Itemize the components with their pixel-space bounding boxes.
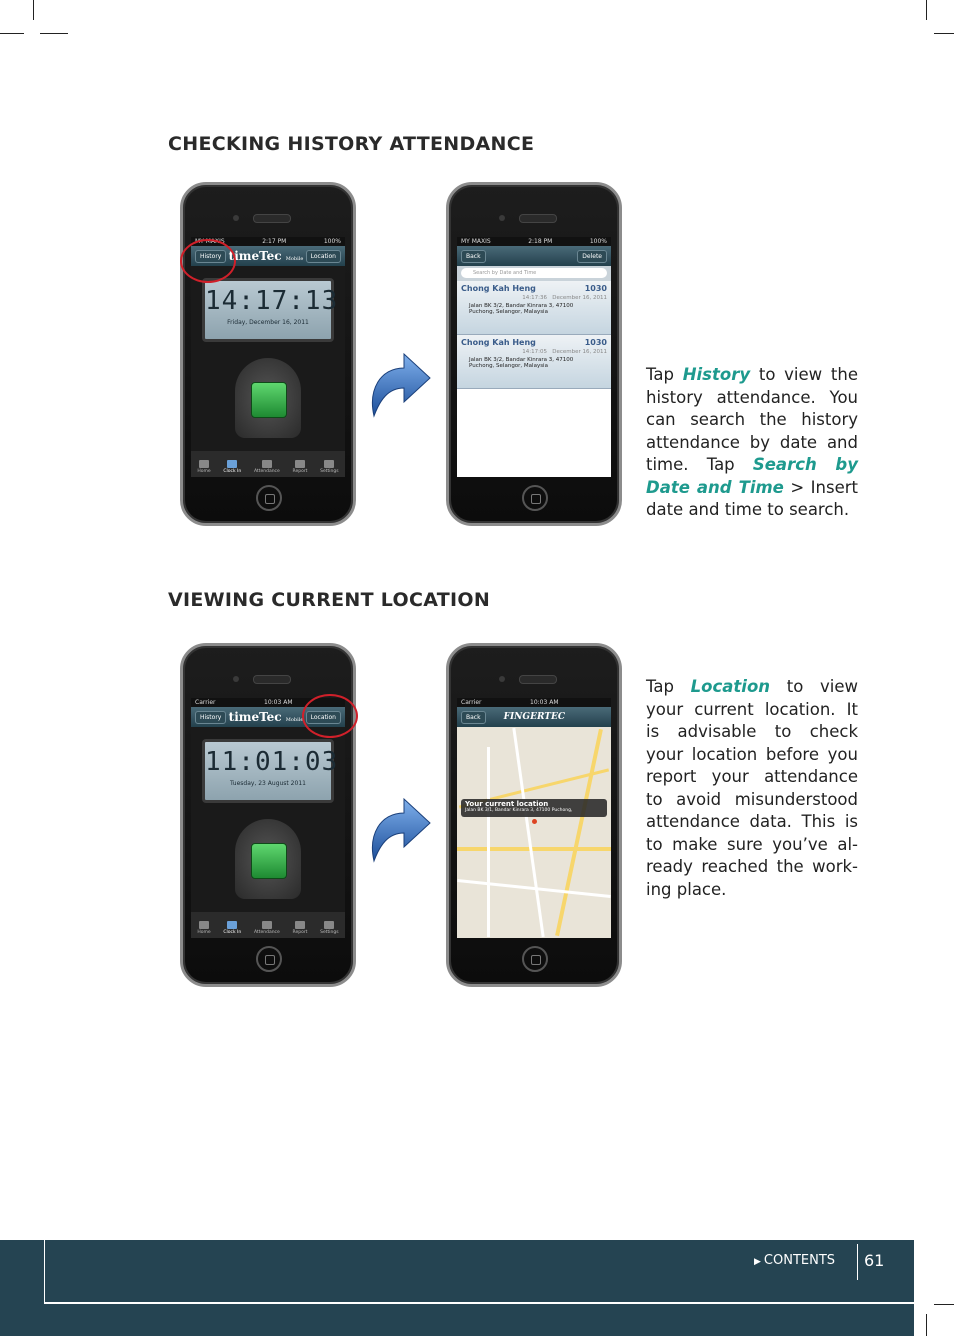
search-bar (457, 266, 611, 281)
item-address: Jalan BK 3/2, Bandar Kinrara 3, 47100 Puchong, Selangor, Malaysia (469, 303, 574, 315)
arrow-icon (368, 350, 432, 422)
lcd-time: 14:17:13 (205, 286, 339, 316)
home-button[interactable] (522, 946, 548, 972)
clock-label: 2:17 PM (262, 238, 287, 245)
tab-settings[interactable]: Settings (320, 460, 338, 474)
status-bar (457, 698, 611, 707)
battery-label: 100% (589, 238, 607, 245)
tab-home[interactable]: Home (197, 921, 210, 935)
item-date: December 16, 2011 (552, 349, 607, 355)
search-input[interactable]: Search by Date and Time (461, 268, 607, 278)
lcd-display (202, 739, 339, 803)
settings-icon (324, 921, 334, 929)
phone-screen (457, 237, 611, 477)
clock-label: 10:03 AM (264, 699, 293, 706)
phone-clock-screen (180, 182, 356, 526)
section-heading-history: CHECKING HISTORY ATTENDANCE (168, 133, 535, 155)
speaker (253, 214, 291, 223)
tab-clock-in[interactable]: Clock In (223, 460, 241, 474)
tab-bar (191, 451, 345, 477)
highlight-circle-history (180, 239, 236, 283)
map-road (487, 747, 490, 937)
section-heading-location: VIEWING CURRENT LOCATION (168, 589, 491, 611)
report-icon (295, 921, 305, 929)
battery-label: 100% (323, 238, 341, 245)
tab-attendance[interactable]: Attendance (254, 460, 280, 474)
map-road (512, 728, 544, 937)
history-item[interactable] (457, 335, 611, 389)
crop-mark (0, 33, 24, 34)
footer-divider (857, 1244, 858, 1280)
crop-mark (926, 0, 927, 20)
home-button[interactable] (256, 485, 282, 511)
carrier-label: MY MAXIS (195, 238, 225, 245)
carrier-label: Carrier (195, 699, 216, 706)
back-button[interactable]: Back (461, 711, 486, 724)
attendance-icon (262, 921, 272, 929)
clock-in-icon (227, 921, 237, 929)
carrier-label: MY MAXIS (461, 238, 491, 245)
location-button[interactable]: Location (306, 711, 341, 724)
history-item[interactable] (457, 281, 611, 335)
camera (233, 676, 239, 682)
speaker (519, 214, 557, 223)
tab-bar (191, 912, 345, 938)
app-logo: timeTec Mobile (228, 710, 304, 724)
map-view[interactable] (457, 727, 611, 938)
search-term: Search by Date and Time (646, 455, 858, 497)
delete-button[interactable]: Delete (577, 250, 607, 263)
crop-mark (934, 33, 954, 34)
item-name: Chong Kah Heng (461, 284, 536, 293)
tab-clock-in[interactable]: Clock In (223, 921, 241, 935)
clock-label: 10:03 AM (530, 699, 559, 706)
callout-address: Jalan BK 3/1, Bandar Kinrara 3, 47100 Puchong, (465, 808, 573, 813)
phone-screen (457, 698, 611, 938)
highlight-circle-location (302, 694, 358, 738)
crop-mark (926, 1314, 927, 1336)
lcd-time: 11:01:03 (205, 747, 339, 777)
map-road (555, 729, 603, 936)
location-term: Location (690, 677, 771, 696)
location-description: Tap Location to view your current location. It is advisable to check your location before you report your attendance to avoid misunderstood attendance data. This is to make sure you’ve al-ready reached the work-ing place. (646, 677, 858, 899)
app-logo: timeTec Mobile (228, 249, 304, 263)
tab-home[interactable]: Home (197, 460, 210, 474)
location-callout (461, 799, 607, 817)
nav-bar (457, 707, 611, 727)
item-name: Chong Kah Heng (461, 338, 536, 347)
item-date: December 16, 2011 (552, 295, 607, 301)
back-button[interactable]: Back (461, 250, 486, 263)
home-icon (199, 460, 209, 468)
item-code: 1030 (584, 338, 607, 347)
tab-attendance[interactable]: Attendance (254, 921, 280, 935)
item-code: 1030 (584, 284, 607, 293)
crop-mark (40, 33, 68, 34)
arrow-icon (368, 795, 432, 867)
lcd-date: Tuesday, 23 August 2011 (230, 780, 306, 787)
home-button[interactable] (256, 946, 282, 972)
camera (499, 215, 505, 221)
attendance-icon (262, 460, 272, 468)
camera (233, 215, 239, 221)
tab-report[interactable]: Report (293, 921, 308, 935)
report-icon (295, 460, 305, 468)
fingerprint-scanner (235, 819, 301, 899)
speaker (519, 675, 557, 684)
item-time: 14:17:36 (522, 295, 547, 301)
settings-icon (324, 460, 334, 468)
clock-in-button[interactable] (251, 382, 287, 418)
history-term: History (682, 365, 751, 384)
speaker (253, 675, 291, 684)
item-address: Jalan BK 3/2, Bandar Kinrara 3, 47100 Puchong, Selangor, Malaysia (469, 357, 574, 369)
history-button[interactable]: History (195, 711, 226, 724)
contents-link[interactable]: ▶ CONTENTS (754, 1253, 836, 1268)
item-time: 14:17:05 (522, 349, 547, 355)
map-road (457, 847, 611, 851)
lcd-display (202, 278, 339, 342)
status-bar (457, 237, 611, 246)
carrier-label: Carrier (461, 699, 482, 706)
tab-settings[interactable]: Settings (320, 921, 338, 935)
clock-in-icon (227, 460, 237, 468)
fingerprint-scanner (235, 358, 301, 438)
fingertec-logo: FINGERTEC (503, 712, 565, 722)
crop-mark (33, 0, 34, 20)
nav-bar (457, 246, 611, 266)
clock-in-button[interactable] (251, 843, 287, 879)
camera (499, 676, 505, 682)
page-number: 61 (864, 1251, 885, 1270)
lcd-date: Friday, December 16, 2011 (227, 319, 309, 326)
play-icon: ▶ (754, 1257, 761, 1267)
clock-label: 2:18 PM (528, 238, 553, 245)
phone-history-screen (446, 182, 622, 526)
location-pin-icon[interactable] (532, 819, 537, 824)
footer-frame (44, 1240, 916, 1304)
home-button[interactable] (522, 485, 548, 511)
history-description: Tap History to view the history attendance. You can search the history attendance by date and time. Tap Search by Date and Time > Insert date and time to search. (646, 365, 858, 519)
callout-title: Your current location (465, 800, 549, 808)
tab-report[interactable]: Report (293, 460, 308, 474)
location-button[interactable]: Location (306, 250, 341, 263)
crop-mark (934, 1304, 954, 1305)
history-button[interactable]: History (195, 250, 226, 263)
phone-map-screen (446, 643, 622, 987)
home-icon (199, 921, 209, 929)
